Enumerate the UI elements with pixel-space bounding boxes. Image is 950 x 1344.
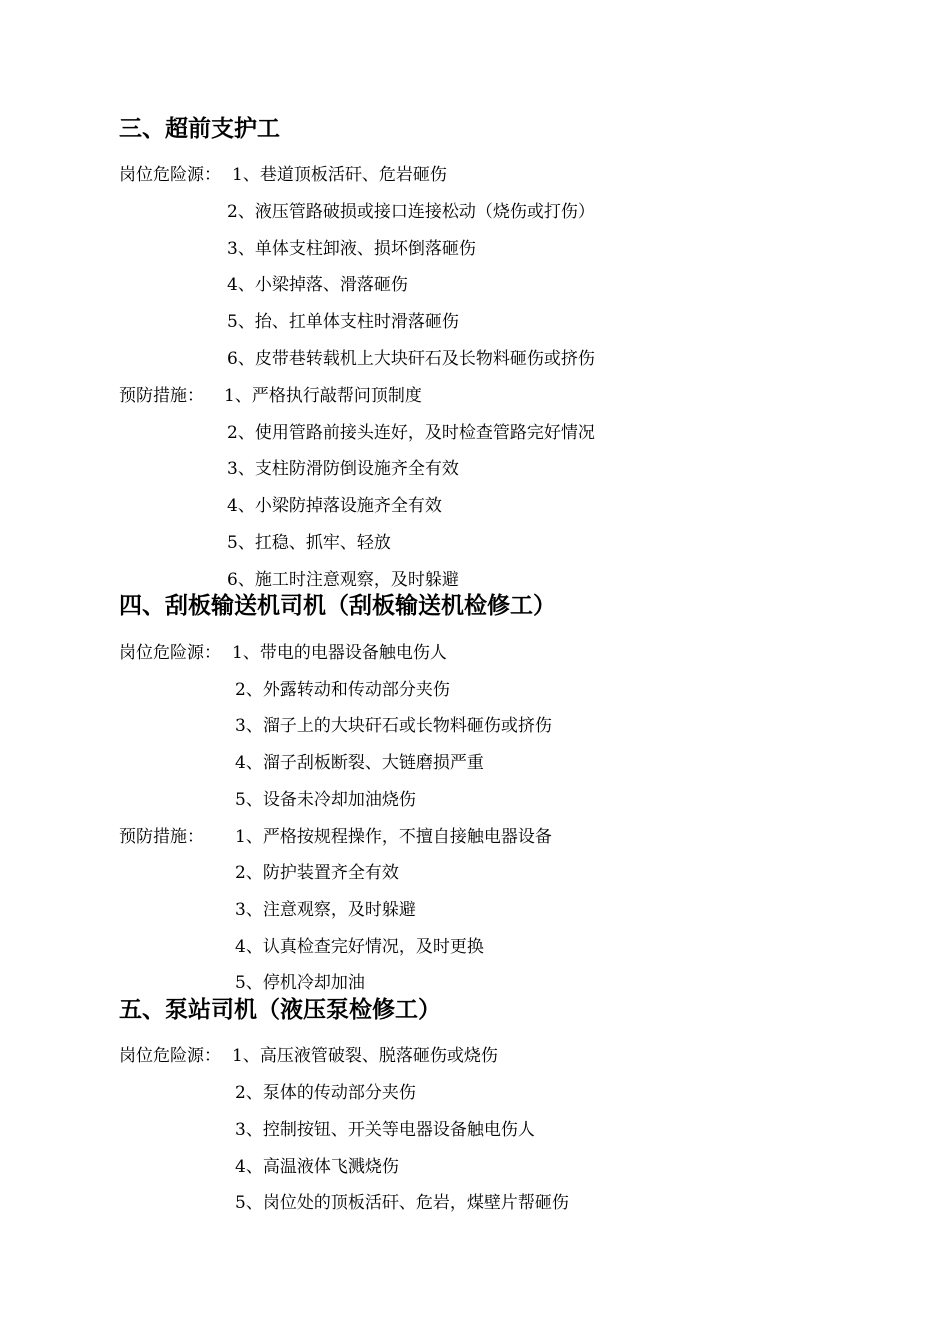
section-4-measure-item: 4、认真检查完好情况，及时更换 — [235, 937, 484, 957]
section-5-hazard-label: 岗位危险源： — [119, 1046, 221, 1066]
section-3-measure-item: 2、使用管路前接头连好，及时检查管路完好情况 — [227, 423, 595, 443]
section-3-hazard-item: 2、液压管路破损或接口连接松动（烧伤或打伤） — [227, 202, 595, 222]
section-3-hazard-item: 1、巷道顶板活矸、危岩砸伤 — [232, 165, 447, 185]
section-5-hazard-item: 2、泵体的传动部分夹伤 — [235, 1083, 416, 1103]
section-4-hazard-label: 岗位危险源： — [119, 643, 221, 663]
section-4-hazard-item: 1、带电的电器设备触电伤人 — [232, 643, 447, 663]
section-4-measure-item: 5、停机冷却加油 — [235, 973, 365, 993]
section-3-measure-item: 1、严格执行敲帮问顶制度 — [224, 386, 422, 406]
section-3-measure-label: 预防措施： — [119, 386, 204, 406]
section-3-hazard-label: 岗位危险源： — [119, 165, 221, 185]
section-3-title: 三、超前支护工 — [119, 116, 280, 142]
section-5-title: 五、泵站司机（液压泵检修工） — [119, 997, 441, 1023]
section-3-measure-item: 5、扛稳、抓牢、轻放 — [227, 533, 391, 553]
section-3-hazard-item: 4、小梁掉落、滑落砸伤 — [227, 275, 408, 295]
section-4-measure-item: 2、防护装置齐全有效 — [235, 863, 399, 883]
section-3-hazard-item: 5、抬、扛单体支柱时滑落砸伤 — [227, 312, 459, 332]
section-5-hazard-item: 5、岗位处的顶板活矸、危岩，煤壁片帮砸伤 — [235, 1193, 569, 1213]
section-4-title: 四、刮板输送机司机（刮板输送机检修工） — [119, 593, 556, 619]
section-4-hazard-item: 4、溜子刮板断裂、大链磨损严重 — [235, 753, 484, 773]
section-4-hazard-item: 3、溜子上的大块矸石或长物料砸伤或挤伤 — [235, 716, 552, 736]
section-5-hazard-item: 4、高温液体飞溅烧伤 — [235, 1157, 399, 1177]
section-3-measure-item: 3、支柱防滑防倒设施齐全有效 — [227, 459, 459, 479]
section-5-hazard-item: 1、高压液管破裂、脱落砸伤或烧伤 — [232, 1046, 498, 1066]
section-3-hazard-item: 3、单体支柱卸液、损坏倒落砸伤 — [227, 239, 476, 259]
section-4-measure-label: 预防措施： — [119, 827, 204, 847]
section-4-measure-item: 1、严格按规程操作，不擅自接触电器设备 — [235, 827, 552, 847]
section-5-hazard-item: 3、控制按钮、开关等电器设备触电伤人 — [235, 1120, 535, 1140]
section-3-measure-item: 6、施工时注意观察，及时躲避 — [227, 570, 459, 590]
section-3-hazard-item: 6、皮带巷转载机上大块矸石及长物料砸伤或挤伤 — [227, 349, 595, 369]
section-4-measure-item: 3、注意观察，及时躲避 — [235, 900, 416, 920]
section-3-measure-item: 4、小梁防掉落设施齐全有效 — [227, 496, 442, 516]
section-4-hazard-item: 2、外露转动和传动部分夹伤 — [235, 680, 450, 700]
section-4-hazard-item: 5、设备未冷却加油烧伤 — [235, 790, 416, 810]
